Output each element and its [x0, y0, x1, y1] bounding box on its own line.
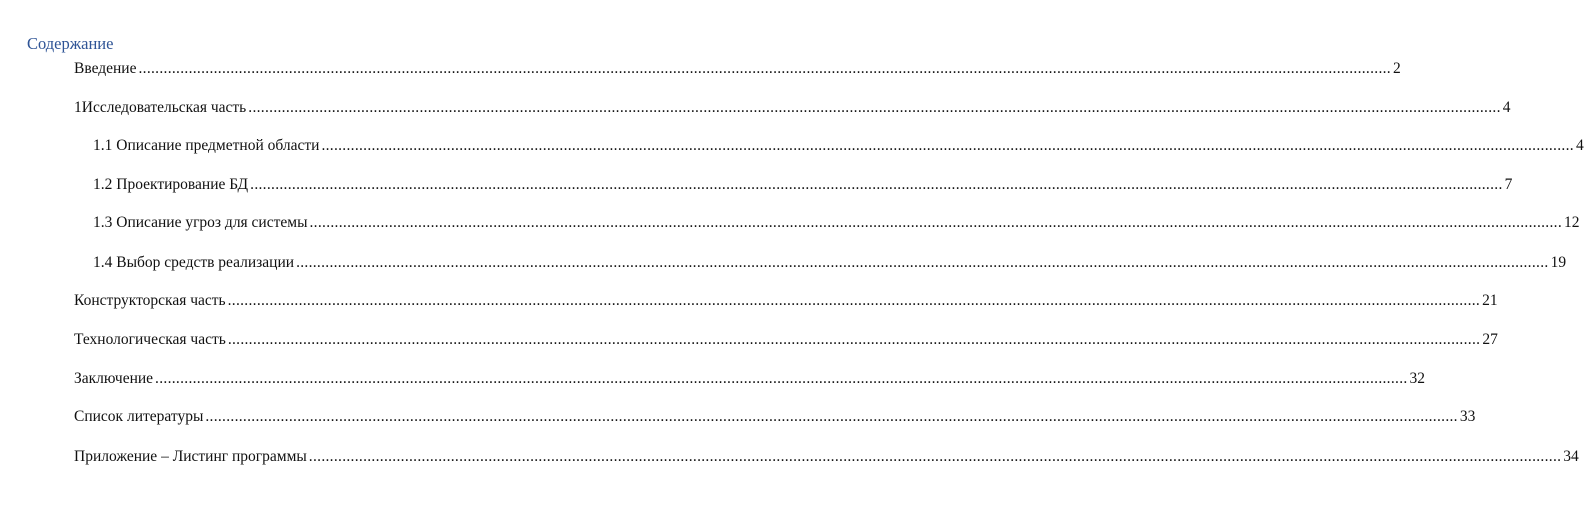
toc-entry-page: 12	[1564, 214, 1580, 231]
toc-entry-title: Список литературы	[74, 408, 204, 425]
dot-leader: ............................................................................................................................................................................................................................................................................................................	[227, 331, 1481, 348]
toc-entry-title: 1.3 Описание угроз для системы	[93, 214, 308, 231]
toc-entry-title: Конструкторская часть	[74, 292, 226, 309]
toc-entry-tools-choice[interactable]	[93, 253, 1567, 273]
dot-leader: ............................................................................................................................................................................................................................................................................................................	[321, 137, 1574, 154]
dot-leader: ............................................................................................................................................................................................................................................................................................................	[309, 214, 1562, 231]
toc-entry-introduction[interactable]	[74, 59, 1401, 79]
toc-entry-title: 1Исследовательская часть	[74, 99, 247, 116]
toc-entry-references[interactable]	[74, 407, 1476, 427]
dot-leader: ............................................................................................................................................................................................................................................................................................................	[205, 408, 1458, 425]
dot-leader: ............................................................................................................................................................................................................................................................................................................	[296, 254, 1549, 271]
toc-entry-page: 19	[1550, 254, 1567, 271]
toc-entry-appendix[interactable]	[74, 447, 1579, 467]
dot-leader: ............................................................................................................................................................................................................................................................................................................	[155, 370, 1408, 387]
toc-entry-db-design[interactable]	[93, 175, 1513, 195]
toc-entry-title: 1.1 Описание предметной области	[93, 137, 320, 154]
dot-leader: ............................................................................................................................................................................................................................................................................................................	[248, 99, 1501, 116]
toc-entry-title: Заключение	[74, 370, 154, 387]
toc-entry-title: Технологическая часть	[74, 331, 226, 348]
toc-entry-title: 1.4 Выбор средств реализации	[93, 254, 295, 271]
toc-heading: Содержание	[27, 34, 114, 53]
toc-entry-research-part[interactable]	[74, 98, 1511, 118]
toc-entry-page: 4	[1502, 99, 1511, 116]
toc-entry-title: Приложение – Листинг программы	[74, 448, 307, 465]
toc-entry-page: 2	[1392, 60, 1401, 77]
toc-entry-design-part[interactable]	[74, 291, 1498, 311]
toc-entry-title: 1.2 Проектирование БД	[93, 176, 249, 193]
toc-entry-threats[interactable]	[93, 213, 1580, 233]
toc-entry-page: 34	[1563, 448, 1579, 465]
toc-entry-subject-area[interactable]	[93, 136, 1584, 156]
dot-leader: ............................................................................................................................................................................................................................................................................................................	[227, 292, 1481, 309]
dot-leader: ............................................................................................................................................................................................................................................................................................................	[308, 448, 1562, 465]
toc-entry-page: 7	[1504, 176, 1513, 193]
toc-entry-page: 21	[1482, 292, 1498, 309]
dot-leader: ............................................................................................................................................................................................................................................................................................................	[138, 60, 1391, 77]
toc-entry-title: Введение	[74, 60, 137, 77]
toc-entry-page: 4	[1575, 137, 1584, 154]
toc-entry-page: 27	[1482, 331, 1498, 348]
toc-entry-page: 32	[1409, 370, 1426, 387]
dot-leader: ............................................................................................................................................................................................................................................................................................................	[250, 176, 1503, 193]
toc-entry-technology-part[interactable]	[74, 330, 1498, 350]
toc-entry-conclusion[interactable]	[74, 369, 1426, 389]
toc-entry-page: 33	[1459, 408, 1476, 425]
